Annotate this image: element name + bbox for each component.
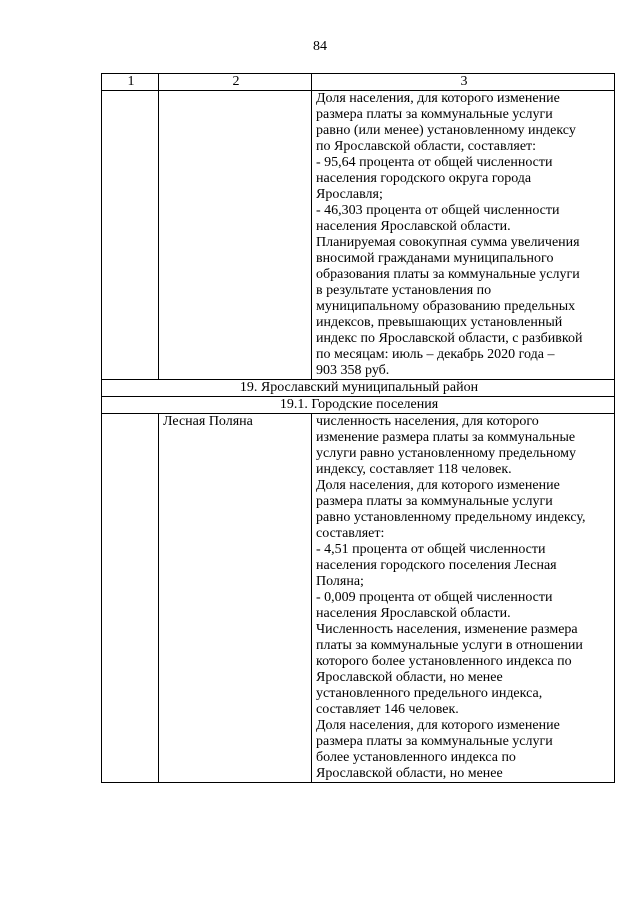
text-line: вносимой гражданами муниципального <box>316 251 554 266</box>
subsection-title: 19.1. Городские поселения <box>102 397 615 414</box>
text-line: размера платы за коммунальные услуги <box>316 107 553 122</box>
text-line: Планируемая совокупная сумма увеличения <box>316 235 580 250</box>
text-line: индекс по Ярославской области, с разбивкой <box>316 331 583 346</box>
text-line: - 0,009 процента от общей численности <box>316 590 553 605</box>
text-line: индексу, составляет 118 человек. <box>316 462 512 477</box>
subsection-row <box>102 397 615 414</box>
text-line: Доля населения, для которого изменение <box>316 91 560 106</box>
row2-text <box>312 414 615 783</box>
page-number: 84 <box>313 39 327 54</box>
header-cell-1: 1 <box>102 74 159 91</box>
table-row <box>102 91 615 380</box>
header-cell-3: 3 <box>312 74 615 91</box>
text-line: Ярославской области, но менее <box>316 670 503 685</box>
text-line: размера платы за коммунальные услуги <box>316 734 553 749</box>
text-line: - 46,303 процента от общей численности <box>316 203 560 218</box>
text-line: установленного предельного индекса, <box>316 686 543 701</box>
text-line: - 95,64 процента от общей численности <box>316 155 553 170</box>
text-line: муниципальному образованию предельных <box>316 299 576 314</box>
text-line: численность населения, для которого <box>316 414 539 429</box>
text-line: по месяцам: июль – декабрь 2020 года – <box>316 347 555 362</box>
text-line: более установленного индекса по <box>316 750 516 765</box>
text-line: составляет 146 человек. <box>316 702 459 717</box>
text-line: 903 358 руб. <box>316 363 390 378</box>
text-line: равно установленному предельному индексу, <box>316 510 586 525</box>
text-line: населения городского поселения Лесная <box>316 558 557 573</box>
header-cell-2: 2 <box>159 74 312 91</box>
text-line: Поляна; <box>316 574 364 589</box>
text-line: в результате установления по <box>316 283 492 298</box>
text-line: Численность населения, изменение размера <box>316 622 578 637</box>
row1-text <box>312 91 615 380</box>
text-line: равно (или менее) установленному индексу <box>316 123 576 138</box>
text-line: Доля населения, для которого изменение <box>316 478 560 493</box>
table-header-row <box>102 74 615 91</box>
text-line: по Ярославской области, составляет: <box>316 139 537 154</box>
document-table <box>101 73 615 783</box>
text-line: изменение размера платы за коммунальные <box>316 430 576 445</box>
text-line: населения Ярославской области. <box>316 219 511 234</box>
text-line: которого более установленного индекса по <box>316 654 572 669</box>
section-title: 19. Ярославский муниципальный район <box>102 380 615 397</box>
text-line: Ярославской области, но менее <box>316 766 503 781</box>
text-line: Доля населения, для которого изменение <box>316 718 560 733</box>
text-line: размера платы за коммунальные услуги <box>316 494 553 509</box>
table-row <box>102 414 615 783</box>
section-row <box>102 380 615 397</box>
row1-col2 <box>159 91 312 380</box>
row2-col1 <box>102 414 159 783</box>
text-line: составляет: <box>316 526 385 541</box>
text-line: платы за коммунальные услуги в отношении <box>316 638 583 653</box>
row2-col2-settlement: Лесная Поляна <box>159 414 312 783</box>
text-line: Ярославля; <box>316 187 383 202</box>
text-line: услуги равно установленному предельному <box>316 446 576 461</box>
text-line: - 4,51 процента от общей численности <box>316 542 546 557</box>
text-line: населения Ярославской области. <box>316 606 511 621</box>
row1-col1 <box>102 91 159 380</box>
text-line: индексов, превышающих установленный <box>316 315 563 330</box>
text-line: населения городского округа города <box>316 171 532 186</box>
text-line: образования платы за коммунальные услуги <box>316 267 580 282</box>
